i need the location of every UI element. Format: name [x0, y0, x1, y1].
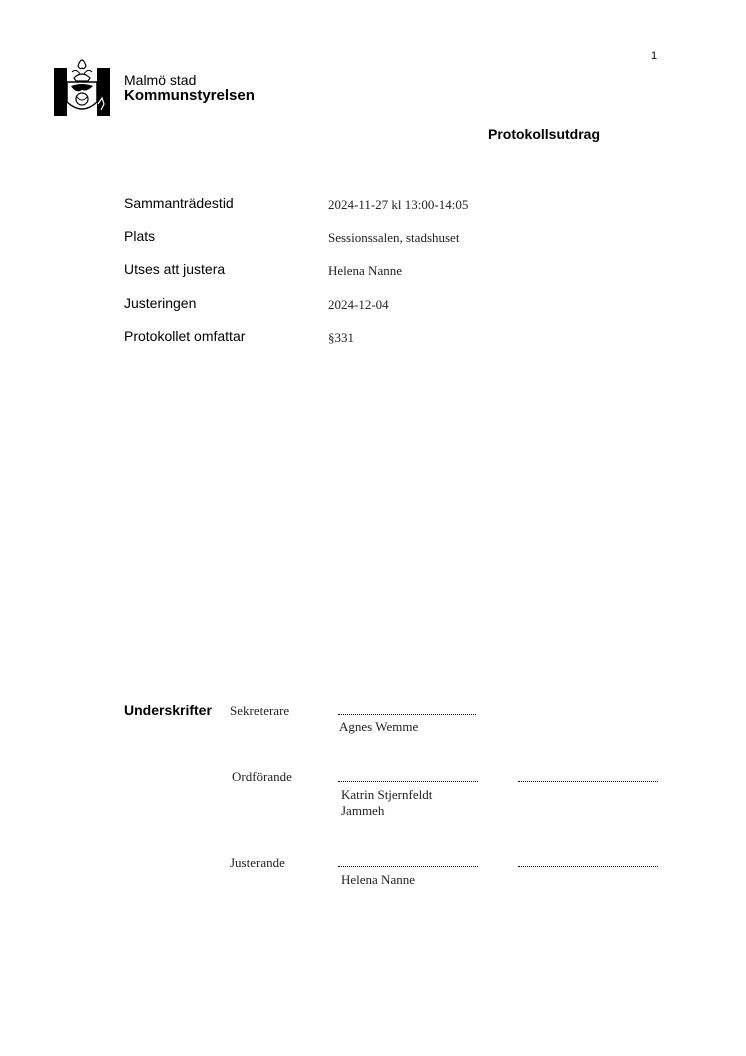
- signature-name-ordforande-line1: Katrin Stjernfeldt: [341, 787, 433, 802]
- signature-line-justerande-second: [518, 866, 658, 867]
- meta-value-justeringen: 2024-12-04: [328, 297, 389, 312]
- organization-header: [124, 72, 255, 104]
- signature-role-justerande: Justerande: [230, 855, 285, 870]
- meta-value-sammantradestid: 2024-11-27 kl 13:00-14:05: [328, 197, 469, 212]
- meta-label-protokollet-omfattar: Protokollet omfattar: [124, 328, 246, 344]
- meta-label-utses-att-justera: Utses att justera: [124, 261, 226, 277]
- signature-line-ordforande: [338, 781, 478, 782]
- malmo-coat-of-arms-logo: [54, 52, 110, 116]
- meta-label-plats: Plats: [124, 228, 156, 244]
- meta-label-justeringen: Justeringen: [124, 295, 197, 311]
- signature-line-justerande: [338, 866, 478, 867]
- signature-line-ordforande-second: [518, 781, 658, 782]
- signature-line-sekreterare: [338, 714, 476, 715]
- signatures-heading: Underskrifter: [124, 702, 212, 718]
- page-number: 1: [651, 50, 658, 62]
- meta-value-plats: Sessionssalen, stadshuset: [328, 230, 460, 245]
- meta-label-sammantradestid: Sammanträdestid: [124, 195, 234, 211]
- signature-role-sekreterare: Sekreterare: [230, 703, 290, 718]
- organization-name: Malmö stad: [124, 72, 197, 88]
- signature-name-ordforande-line2: Jammeh: [341, 803, 385, 818]
- meta-value-utses-att-justera: Helena Nanne: [328, 263, 402, 278]
- department-name: Kommunstyrelsen: [124, 87, 255, 104]
- signature-name-sekreterare: Agnes Wemme: [339, 719, 419, 734]
- signature-role-ordforande: Ordförande: [232, 769, 292, 784]
- signature-name-justerande: Helena Nanne: [341, 872, 415, 887]
- meta-value-protokollet-omfattar: §331: [328, 330, 354, 345]
- document-type-title: Protokollsutdrag: [488, 126, 601, 142]
